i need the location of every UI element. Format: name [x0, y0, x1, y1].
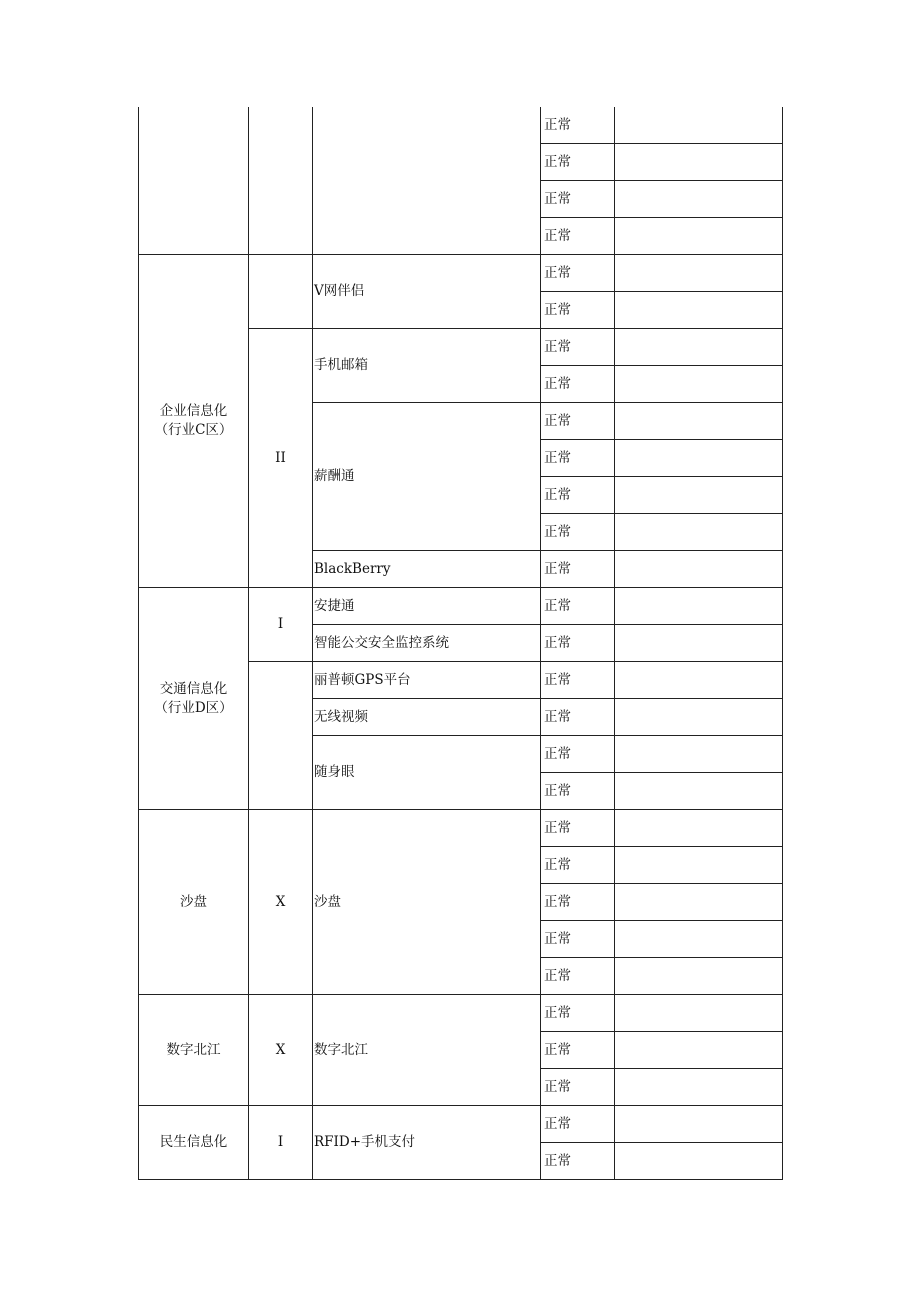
level-cell [249, 662, 313, 810]
level-cell: X [249, 995, 313, 1106]
table-row [139, 1106, 783, 1143]
note-cell [615, 588, 783, 625]
note-cell [615, 773, 783, 810]
app-cell: V网伴侣 [313, 255, 541, 329]
note-cell [615, 144, 783, 181]
category-cell [139, 107, 249, 255]
status-cell: 正常 [541, 514, 615, 551]
status-cell: 正常 [541, 403, 615, 440]
level-cell: II [249, 329, 313, 588]
note-cell [615, 921, 783, 958]
note-cell [615, 810, 783, 847]
status-cell: 正常 [541, 440, 615, 477]
note-cell [615, 625, 783, 662]
note-cell [615, 1143, 783, 1180]
note-cell [615, 1069, 783, 1106]
status-cell: 正常 [541, 1069, 615, 1106]
category-cell: 数字北江 [139, 995, 249, 1106]
app-cell: 数字北江 [313, 995, 541, 1106]
status-cell: 正常 [541, 662, 615, 699]
status-cell: 正常 [541, 181, 615, 218]
status-cell: 正常 [541, 218, 615, 255]
status-cell: 正常 [541, 144, 615, 181]
level-cell [249, 107, 313, 255]
status-cell: 正常 [541, 847, 615, 884]
category-cell: 交通信息化（行业D区） [139, 588, 249, 810]
category-cell: 民生信息化 [139, 1106, 249, 1180]
status-cell: 正常 [541, 551, 615, 588]
status-cell: 正常 [541, 366, 615, 403]
note-cell [615, 366, 783, 403]
app-cell: 丽普顿GPS平台 [313, 662, 541, 699]
note-cell [615, 107, 783, 144]
status-cell: 正常 [541, 477, 615, 514]
note-cell [615, 218, 783, 255]
status-cell: 正常 [541, 810, 615, 847]
app-cell [313, 107, 541, 255]
status-cell: 正常 [541, 625, 615, 662]
level-cell [249, 255, 313, 329]
note-cell [615, 403, 783, 440]
note-cell [615, 1032, 783, 1069]
app-cell: 沙盘 [313, 810, 541, 995]
table-row [139, 255, 783, 292]
note-cell [615, 958, 783, 995]
note-cell [615, 736, 783, 773]
app-cell: 薪酬通 [313, 403, 541, 551]
note-cell [615, 477, 783, 514]
status-cell: 正常 [541, 736, 615, 773]
app-cell: 智能公交安全监控系统 [313, 625, 541, 662]
status-cell: 正常 [541, 1143, 615, 1180]
status-cell: 正常 [541, 1106, 615, 1143]
category-cell: 企业信息化（行业C区） [139, 255, 249, 588]
status-cell: 正常 [541, 773, 615, 810]
note-cell [615, 255, 783, 292]
note-cell [615, 551, 783, 588]
status-cell: 正常 [541, 588, 615, 625]
status-cell: 正常 [541, 255, 615, 292]
app-cell: 手机邮箱 [313, 329, 541, 403]
app-cell: 随身眼 [313, 736, 541, 810]
note-cell [615, 514, 783, 551]
app-cell: 无线视频 [313, 699, 541, 736]
app-cell: RFID+手机支付 [313, 1106, 541, 1180]
status-table [138, 107, 783, 1180]
level-cell: I [249, 588, 313, 662]
status-cell: 正常 [541, 107, 615, 144]
note-cell [615, 440, 783, 477]
app-cell: 安捷通 [313, 588, 541, 625]
note-cell [615, 995, 783, 1032]
status-cell: 正常 [541, 699, 615, 736]
category-cell: 沙盘 [139, 810, 249, 995]
level-cell: X [249, 810, 313, 995]
note-cell [615, 329, 783, 366]
note-cell [615, 662, 783, 699]
note-cell [615, 847, 783, 884]
table-row [139, 588, 783, 625]
status-cell: 正常 [541, 1032, 615, 1069]
table-row [139, 107, 783, 144]
app-cell: BlackBerry [313, 551, 541, 588]
status-cell: 正常 [541, 995, 615, 1032]
status-cell: 正常 [541, 884, 615, 921]
note-cell [615, 181, 783, 218]
status-cell: 正常 [541, 292, 615, 329]
note-cell [615, 699, 783, 736]
table-row [139, 810, 783, 847]
note-cell [615, 884, 783, 921]
status-cell: 正常 [541, 958, 615, 995]
note-cell [615, 1106, 783, 1143]
status-cell: 正常 [541, 921, 615, 958]
table-row [139, 995, 783, 1032]
level-cell: I [249, 1106, 313, 1180]
status-cell: 正常 [541, 329, 615, 366]
note-cell [615, 292, 783, 329]
